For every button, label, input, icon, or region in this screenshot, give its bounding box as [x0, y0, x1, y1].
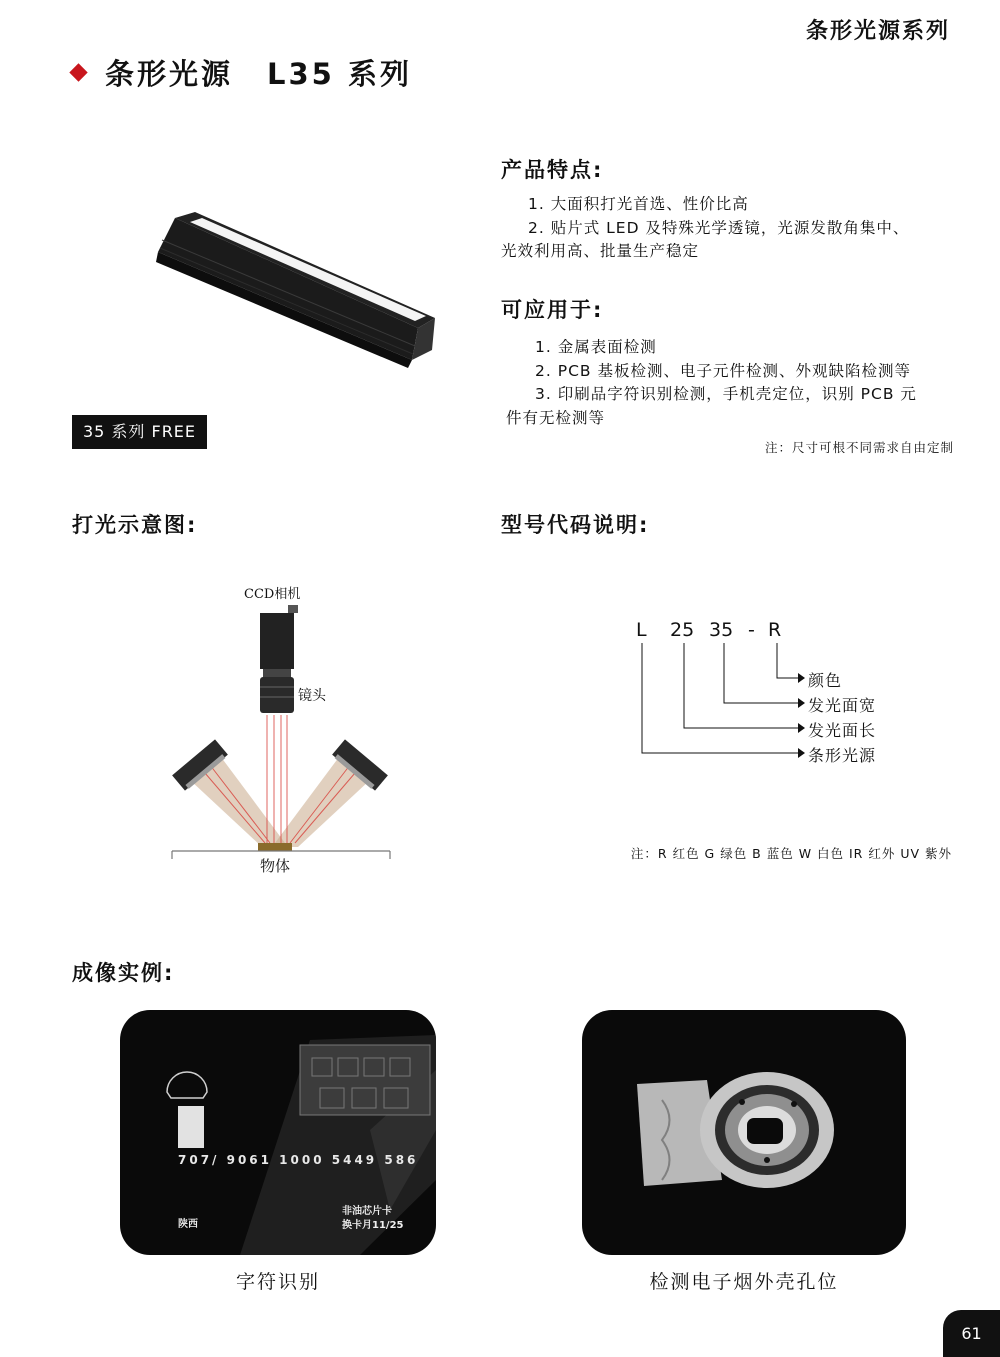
- camera-label: CCD相机: [244, 587, 301, 602]
- legend-length: 发光面长: [808, 721, 877, 740]
- example-caption-2: 检测电子烟外壳孔位: [649, 1271, 839, 1293]
- lighting-diagram-heading: 打光示意图:: [72, 513, 198, 537]
- card-city: 陕西: [178, 1219, 198, 1230]
- card-text-2: 换卡月11/25: [342, 1220, 404, 1231]
- card-chip-icon: [178, 1106, 204, 1148]
- code-part-length: 25: [670, 619, 695, 641]
- diamond-bullet-icon: [69, 63, 87, 81]
- feature-item: 光效利用高、批量生产稳定: [501, 242, 700, 260]
- feature-item: 2. 贴片式 LED 及特殊光学透镜，光源发散角集中、: [528, 218, 910, 237]
- example-card-image: [120, 1010, 436, 1255]
- legend-bar-light: 条形光源: [808, 746, 877, 765]
- code-part-dash: -: [748, 619, 755, 641]
- example-caption-1: 字符识别: [235, 1271, 320, 1293]
- application-item: 3. 印刷品字符识别检测，手机壳定位，识别 PCB 元: [535, 385, 917, 403]
- applications-heading: 可应用于:: [501, 298, 604, 322]
- features-list: [501, 193, 961, 264]
- applications-list: [506, 336, 966, 430]
- application-item: 2. PCB 基板检测、电子元件检测、外观缺陷检测等: [535, 361, 911, 380]
- object-icon: [258, 843, 292, 851]
- size-note: 注：尺寸可根不同需求自由定制: [764, 440, 954, 455]
- legend-color: 颜色: [808, 671, 843, 690]
- card-text-1: 非油芯片卡: [342, 1206, 392, 1217]
- color-note: 注：R 红色 G 绿色 B 蓝色 W 白色 IR 红外 UV 紫外: [630, 846, 952, 861]
- camera-top-icon: [288, 605, 298, 613]
- feature-item: 1. 大面积打光首选、性价比高: [528, 195, 749, 213]
- lens-icon: [260, 677, 294, 713]
- vape-hole-icon: [747, 1118, 783, 1144]
- imaging-examples-heading: 成像实例:: [72, 961, 175, 985]
- application-item: 件有无检测等: [506, 408, 606, 427]
- product-image: [140, 200, 450, 380]
- model-code-heading: 型号代码说明:: [501, 513, 650, 537]
- camera-body-icon: [260, 613, 294, 669]
- page-number: 61: [943, 1310, 1000, 1357]
- title-name: 条形光源: [105, 57, 234, 91]
- legend-width: 发光面宽: [808, 696, 877, 715]
- lens-label: 镜头: [298, 688, 326, 704]
- series-name: 条形光源系列: [805, 19, 950, 44]
- lighting-diagram: [160, 575, 400, 875]
- product-badge: 35 系列 FREE: [72, 415, 207, 449]
- application-item: 1. 金属表面检测: [535, 338, 657, 356]
- code-part-series: L: [636, 619, 647, 641]
- title-model: L35 系列: [267, 57, 412, 91]
- model-code-diagram: [620, 615, 920, 775]
- code-part-color: R: [768, 619, 782, 641]
- card-logo-icon: [167, 1072, 207, 1098]
- example-vape-image: [582, 1010, 906, 1255]
- code-part-width: 35: [709, 619, 734, 641]
- card-number: 707/ 9061 1000 5449 586: [178, 1153, 419, 1167]
- object-label: 物体: [260, 857, 291, 875]
- page-title: [72, 52, 412, 93]
- features-heading: 产品特点:: [501, 158, 604, 182]
